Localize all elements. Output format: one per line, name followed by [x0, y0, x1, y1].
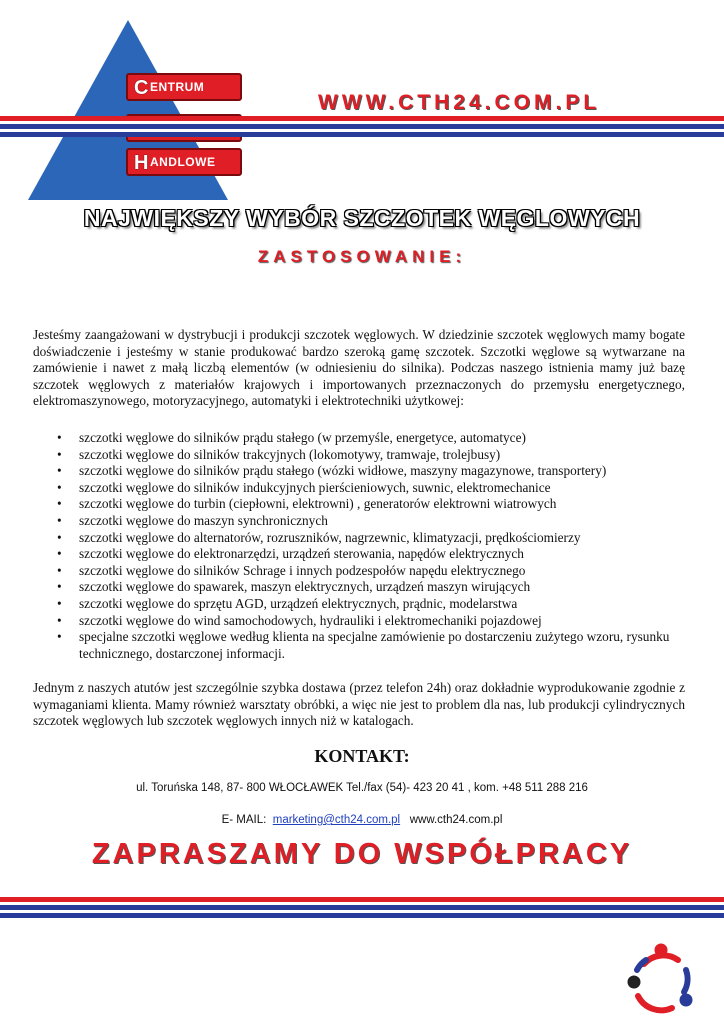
list-item: • szczotki węglowe do maszyn synchronicznych — [33, 513, 693, 530]
top-stripes-divider — [0, 116, 724, 137]
list-item: • szczotki węglowe do silników Schrage i innych podzespołów napędu elektrycznego — [33, 563, 693, 580]
contact-heading: KONTAKT: — [314, 746, 410, 766]
list-item: • szczotki węglowe do silników trakcyjnych (lokomotywy, tramwaje, trolejbusy) — [33, 447, 693, 464]
logo-box-handlowe — [126, 148, 242, 176]
header-website[interactable]: WWW.CTH24.COM.PL — [318, 91, 601, 114]
contact-email-line — [0, 814, 724, 826]
list-item: • szczotki węglowe do turbin (ciepłowni, elektrowni) , generatorów elektrowni wiatrowych — [33, 496, 693, 513]
bottom-stripes-divider — [0, 897, 724, 918]
list-item: • szczotki węglowe do elektronarzędzi, urządzeń sterowania, napędów elektrycznych — [33, 546, 693, 563]
email-link[interactable]: marketing@cth24.com.pl — [272, 814, 401, 826]
list-item: • szczotki węglowe do spawarek, maszyn elektrycznych, urządzeń maszyn wirujących — [33, 579, 693, 596]
list-item: • szczotki węglowe do silników prądu stałego (wózki widłowe, maszyny magazynowe, transportery) — [33, 463, 693, 480]
list-item: • specjalne szczotki węglowe według klienta na specjalne zamówienie po dostarczeniu zużytego wzoru, rysunku technicznego, dostarczonej informacji. — [33, 629, 693, 662]
invitation-banner: ZAPRASZAMY DO WSPÓŁPRACY — [91, 838, 633, 870]
logo-word: ANDLOWE — [149, 155, 216, 169]
intro-paragraph: Jesteśmy zaangażowani w dystrybucji i produkcji szczotek węglowych. W dziedzinie szczotek węglowych mamy bogate doświadczenie i jesteśmy w stanie produkować bardzo szeroką gamę szczotek. Szczotki węglowe są wytwarzane na zamówienie i nawet z małą liczbą elementów (w odniesieniu do silnika). Podczas naszego istnienia mamy już bazę szczotek węglowych z materiałów krajowych i importowanych przeznaczonych do przemysłu energetycznego, elektromaszynowego, motoryzacyjnego, automatyki i elektrotechniki użytkowej: — [33, 327, 685, 409]
list-item: • szczotki węglowe do silników indukcyjnych pierścieniowych, suwnic, elektromechanice — [33, 480, 693, 497]
logo-box-centrum — [126, 73, 242, 101]
list-item: • szczotki węglowe do wind samochodowych, hydrauliki i elektromechaniki pojazdowej — [33, 613, 693, 630]
people-circle-icon — [624, 942, 698, 1016]
page-subtitle: ZASTOSOWANIE: — [257, 247, 467, 266]
contact-website[interactable]: www.cth24.com.pl — [409, 814, 503, 826]
applications-list — [33, 430, 693, 662]
page-title: NAJWIĘKSZY WYBÓR SZCZOTEK WĘGLOWYCH — [83, 205, 641, 231]
logo-initial: C — [134, 77, 149, 99]
list-item: • szczotki węglowe do silników prądu stałego (w przemyśle, energetyce, automatyce) — [33, 430, 693, 447]
footer-logo — [624, 942, 698, 1016]
list-item: • szczotki węglowe do alternatorów, rozruszników, nagrzewnic, klimatyzacji, prędkościomierzy — [33, 530, 693, 547]
email-label: E- MAIL: — [221, 814, 267, 826]
outro-paragraph: Jednym z naszych atutów jest szczególnie szybka dostawa (przez telefon 24h) oraz dokładnie wyprodukowanie zgodnie z wymaganiami klienta. Mamy również warsztaty obróbki, a więc nie jest to problem dla nas, lub produkcji cylindrycznych szczotek węglowych lub szczotek węglowych innych niż w katalogach. — [33, 680, 685, 729]
logo-word: ENTRUM — [149, 80, 205, 94]
logo-initial: H — [134, 152, 149, 174]
list-item: • szczotki węglowe do sprzętu AGD, urządzeń elektrycznych, prądnic, modelarstwa — [33, 596, 693, 613]
contact-address: ul. Toruńska 148, 87- 800 WŁOCŁAWEK Tel./fax (54)- 423 20 41 , kom. +48 511 288 216 — [136, 782, 588, 794]
